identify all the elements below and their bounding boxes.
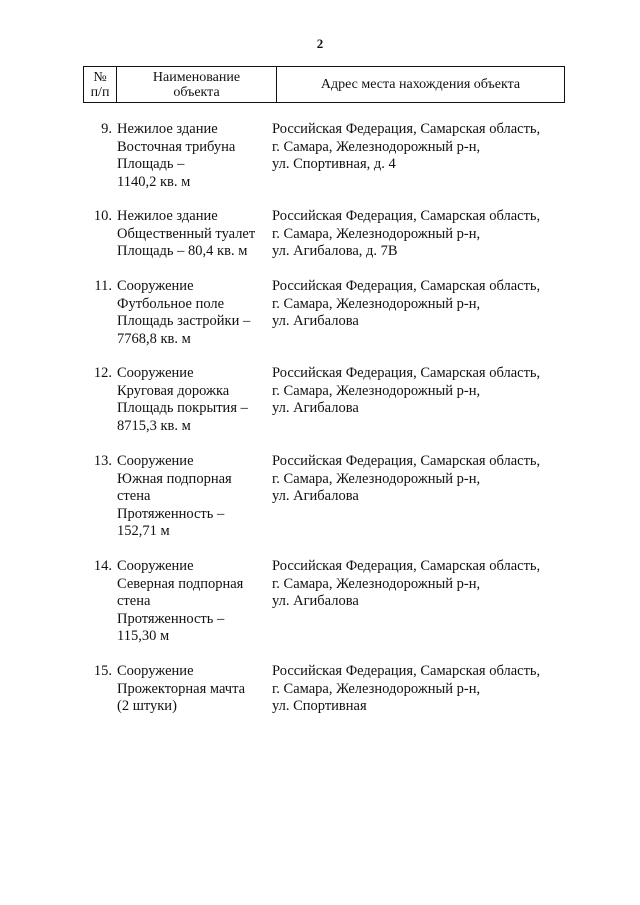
entry-name-line: Протяженность – — [117, 505, 225, 522]
entry-number: 11. — [94, 278, 112, 294]
entry-name — [117, 278, 267, 348]
entry-address — [272, 365, 572, 418]
entry-name-line: Южная подпорная — [117, 470, 232, 487]
entry-name — [117, 558, 267, 646]
entry-address — [272, 278, 572, 331]
entry-address — [272, 663, 572, 716]
entry-name-line: Северная подпорная — [117, 575, 244, 592]
entry-name — [117, 453, 267, 541]
entry-address-line: ул. Агибалова — [272, 488, 359, 504]
entry-name-line: 115,30 м — [117, 628, 170, 644]
entry-name — [117, 121, 267, 191]
header-address-column — [277, 67, 564, 102]
entry-number: 10. — [93, 208, 112, 224]
entry-name-line: стена — [117, 593, 151, 609]
entry-number: 9. — [101, 121, 112, 137]
entry-address-line: Российская Федерация, Самарская область, — [272, 558, 541, 574]
entry-name-line: Футбольное поле — [117, 295, 225, 312]
entry-name-line: Круговая дорожка — [117, 382, 230, 399]
header-name-column — [117, 67, 277, 102]
entry-name-line: 7768,8 кв. м — [117, 330, 191, 347]
entry-address — [272, 558, 572, 611]
entry-name-line: Сооружение — [117, 663, 194, 679]
entry-address-line: Российская Федерация, Самарская область, — [272, 278, 541, 294]
entry-name-line: (2 штуки) — [117, 698, 177, 714]
entry-address-line: ул. Агибалова, д. 7В — [272, 243, 398, 259]
entry-number: 15. — [93, 663, 112, 679]
entry-number: 14. — [93, 558, 112, 574]
entry-name — [117, 208, 267, 261]
entry-address-line: Российская Федерация, Самарская область, — [272, 663, 541, 679]
entry-name-line: Сооружение — [117, 558, 194, 574]
header-name-sublabel: объекта — [173, 84, 220, 100]
entry-address-line: Российская Федерация, Самарская область, — [272, 365, 541, 381]
entry-address — [272, 453, 572, 506]
entry-name-line: Площадь покрытия – — [117, 400, 248, 416]
entry-address-line: ул. Спортивная — [272, 698, 367, 714]
entry-name-line: 8715,3 кв. м — [117, 417, 191, 434]
header-address-label: Адрес места нахождения объекта — [320, 77, 521, 92]
entry-address — [272, 121, 572, 174]
entry-name-line: Нежилое здание — [117, 121, 218, 137]
entry-address-line: г. Самара, Железнодорожный р-н, — [272, 225, 481, 242]
entry-address-line: ул. Агибалова — [272, 313, 359, 329]
header-name-label: Наименование — [152, 69, 241, 85]
entry-address-line: г. Самара, Железнодорожный р-н, — [272, 382, 481, 399]
entry-name-line: Сооружение — [117, 365, 194, 381]
entry-name-line: Нежилое здание — [117, 208, 218, 224]
entry-name-line: Восточная трибуна — [117, 138, 236, 155]
entry-address-line: ул. Спортивная, д. 4 — [272, 156, 396, 172]
header-number-label: № — [93, 69, 107, 85]
entry-name-line: Площадь – 80,4 кв. м — [117, 243, 248, 259]
entry-name-line: 1140,2 кв. м — [117, 173, 191, 190]
entry-name-line: Протяженность – — [117, 610, 225, 627]
entry-address-line: Российская Федерация, Самарская область, — [272, 453, 541, 469]
page-number: 2 — [316, 36, 324, 51]
entry-address-line: г. Самара, Железнодорожный р-н, — [272, 680, 481, 697]
entry-address-line: ул. Агибалова — [272, 593, 359, 609]
entry-name-line: стена — [117, 488, 151, 504]
entry-address-line: ул. Агибалова — [272, 400, 359, 416]
entry-name-line: Сооружение — [117, 278, 194, 294]
entry-address — [272, 208, 572, 261]
entry-address-line: г. Самара, Железнодорожный р-н, — [272, 138, 481, 155]
entry-number: 13. — [93, 453, 112, 469]
entry-address-line: г. Самара, Железнодорожный р-н, — [272, 295, 481, 312]
entry-name — [117, 663, 267, 716]
header-number-sublabel: п/п — [90, 84, 110, 100]
entry-name-line: Площадь застройки – — [117, 313, 251, 329]
entry-address-line: г. Самара, Железнодорожный р-н, — [272, 470, 481, 487]
entry-name-line: Прожекторная мачта — [117, 680, 246, 697]
entry-name-line: 152,71 м — [117, 523, 170, 539]
entry-address-line: Российская Федерация, Самарская область, — [272, 208, 541, 224]
entry-name-line: Сооружение — [117, 453, 194, 469]
entry-name-line: Площадь – — [117, 156, 185, 172]
entry-name-line: Общественный туалет — [117, 225, 256, 242]
table-header — [83, 66, 565, 103]
entry-address-line: г. Самара, Железнодорожный р-н, — [272, 575, 481, 592]
entry-number: 12. — [93, 365, 112, 381]
entry-name — [117, 365, 267, 435]
entry-address-line: Российская Федерация, Самарская область, — [272, 121, 541, 137]
header-number-column — [84, 67, 117, 102]
